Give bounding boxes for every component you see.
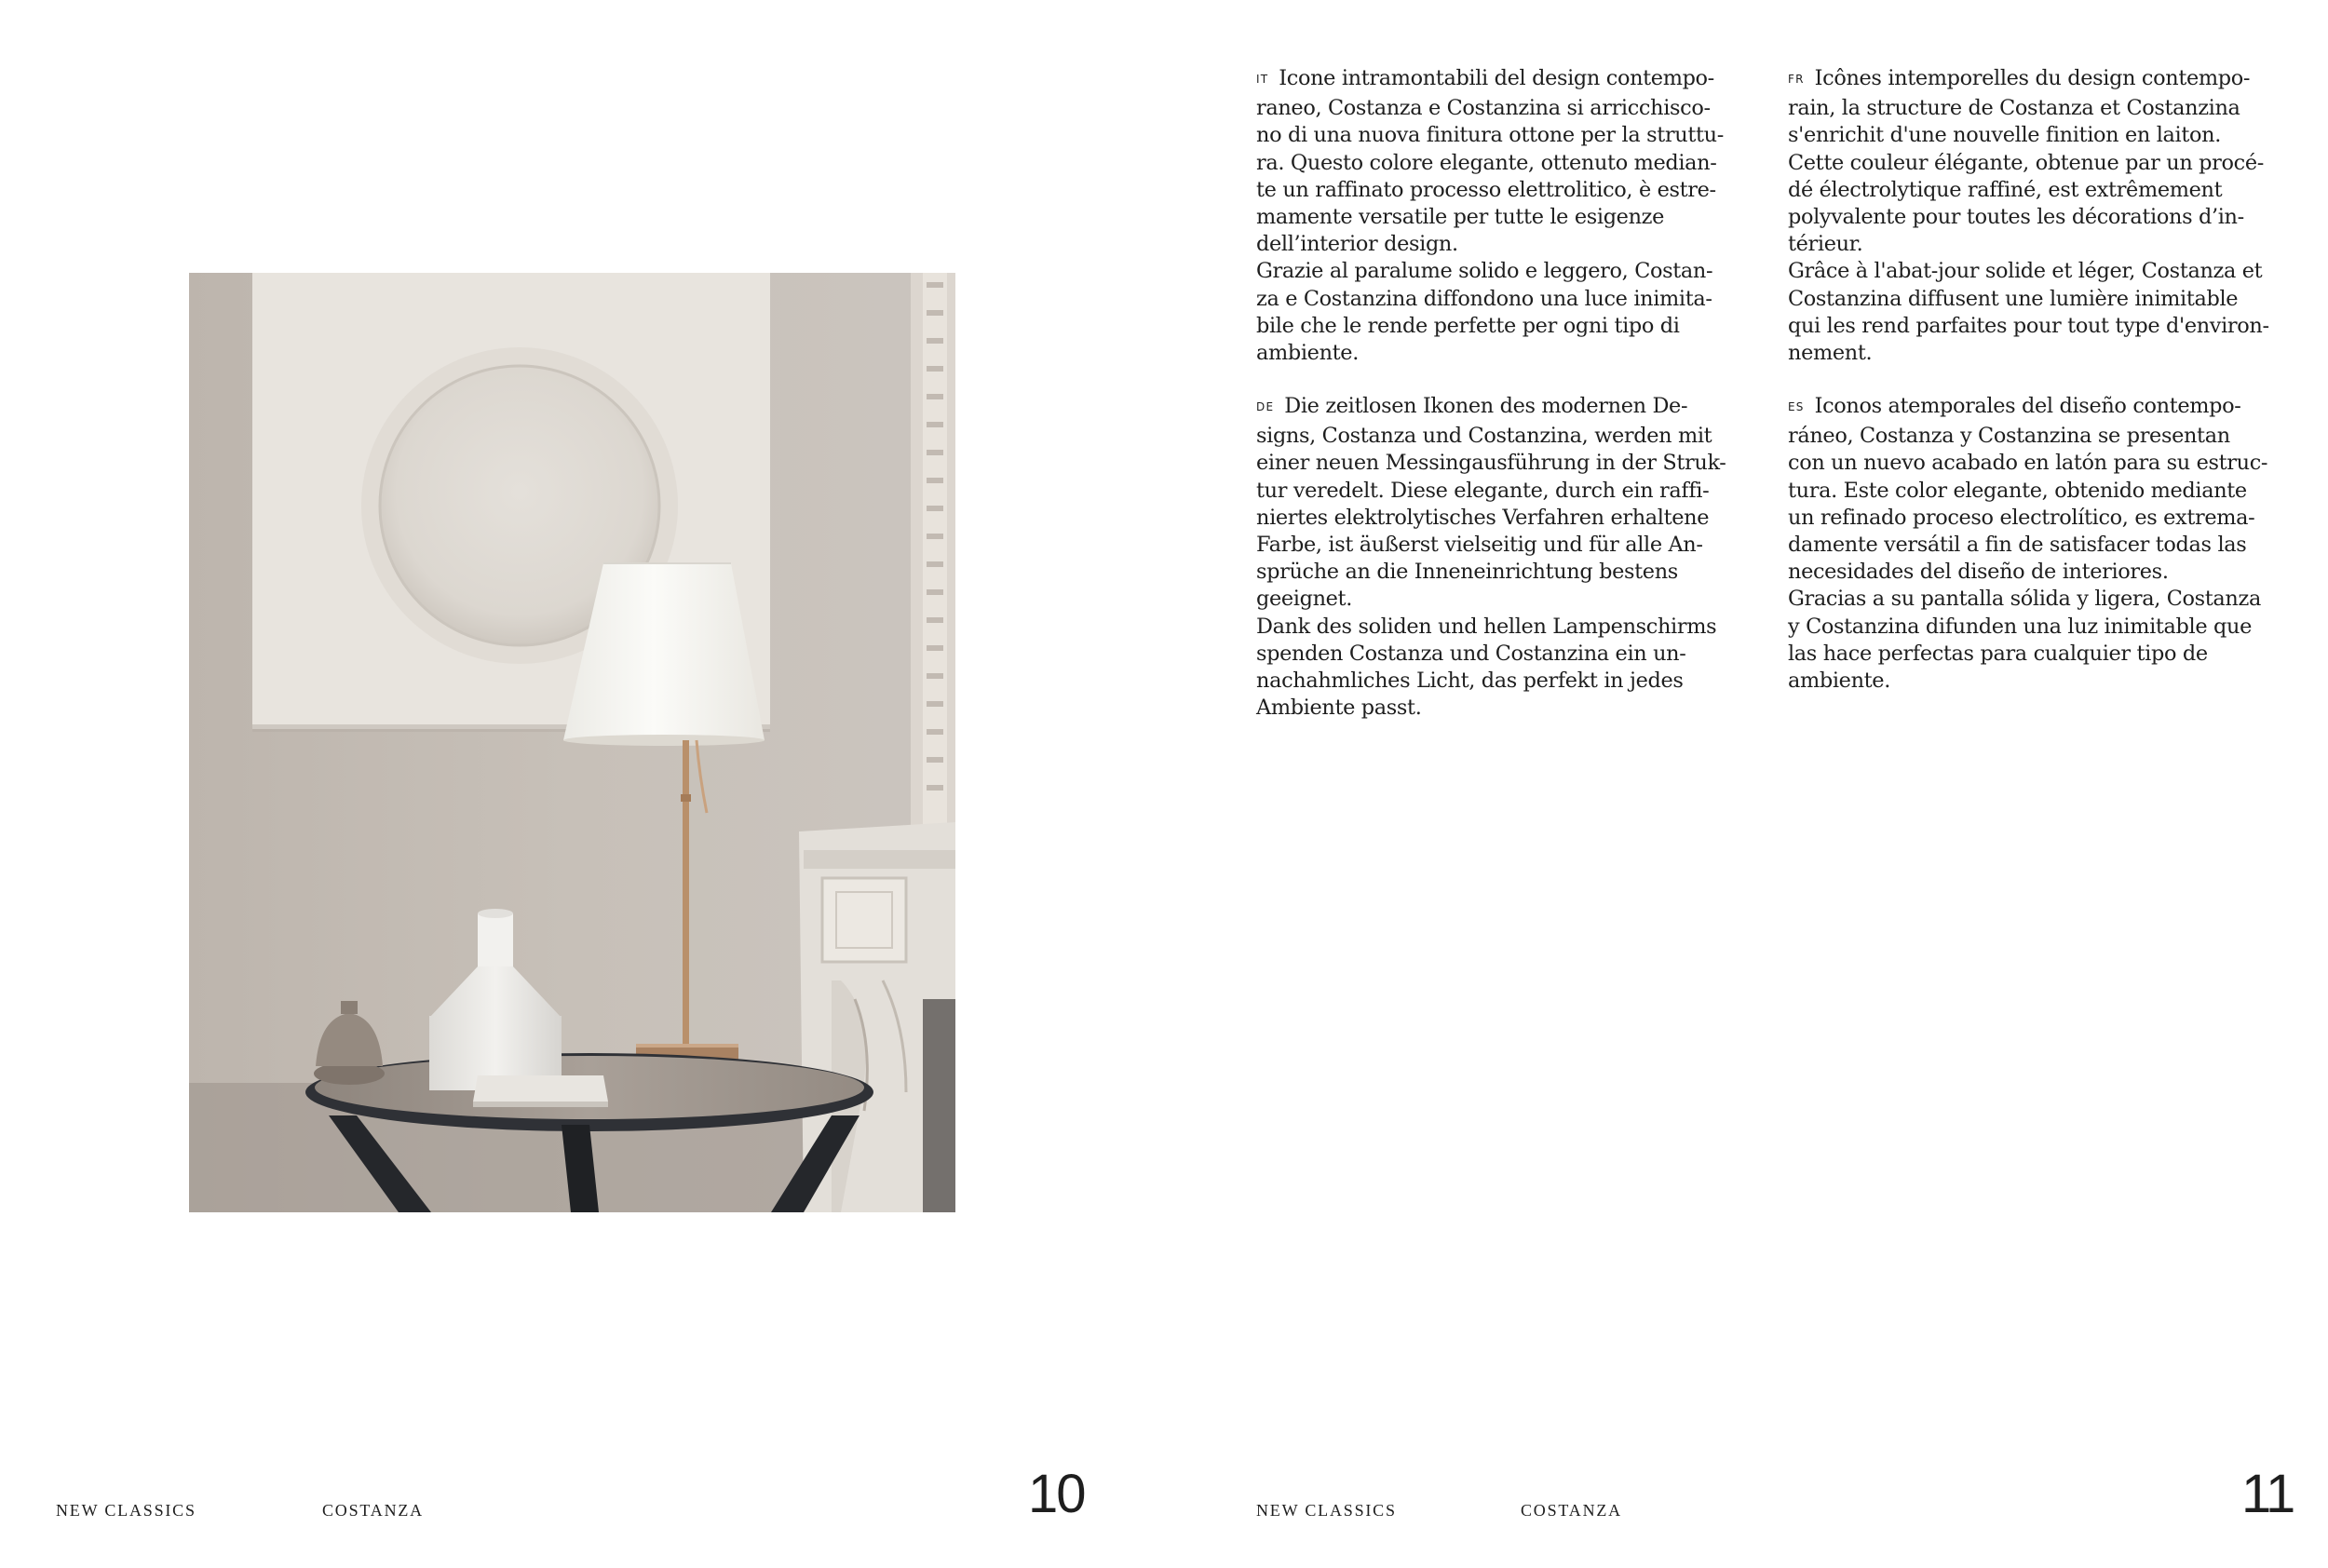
language-code-fr: FR (1788, 73, 1805, 86)
footer-left-product: COSTANZA (322, 1501, 424, 1520)
text-block-spanish (1788, 393, 2291, 695)
body-text-it: Icone intramontabili del design contempo- raneo, Costanza e Costanzina si arricchisco- no di una nuova finitura ottone per la struttu- ra. Questo colore elegante, ottenuto median- te un raffinato processo elettrolitico, è estre- mamente versatile per tutte le esigenze dell’interior design. Grazie al paralume solido e leggero, Costan- za e Costanzina diffondono una luce inimita- bile che le rende perfette per ogni tipo di ambiente. (1256, 66, 1724, 366)
language-code-it: IT (1256, 73, 1269, 86)
paragraph-french (1788, 65, 2291, 367)
text-block-french (1788, 65, 2291, 367)
body-text-es: Iconos atemporales del diseño contempo- ráneo, Costanza y Costanzina se presentan con un nuevo acabado en latón para su estruc- tura. Este color elegante, obtenido mediante un refinado proceso electrolítico, es extrema- damente versátil a fin de satisfacer todas las necesidades del diseño de interiores. Gracias a su pantalla sólida y ligera, Costanza y Costanzina difunden una luz inimitable que las hace perfectas para cualquier tipo de ambiente. (1788, 394, 2268, 694)
paragraph-italian (1256, 65, 1759, 367)
body-text-de: Die zeitlosen Ikonen des modernen De- signs, Costanza und Costanzina, werden mit einer neuen Messingausführung in der Struk- tur veredelt. Diese elegante, durch ein raffi- niertes elektrolytisches Verfahren erhaltene Farbe, ist äußerst vielseitig und für alle An- sprüche an die Inneneinrichtung bestens geeignet. Dank des soliden und hellen Lampenschirms spenden Costanza und Costanzina ein un- nachahmliches Licht, das perfekt in jedes Ambiente passt. (1256, 394, 1726, 721)
product-photo (189, 273, 955, 1212)
page-number-right: 11 (2241, 1464, 2294, 1524)
text-block-german (1256, 393, 1759, 722)
paragraph-spanish (1788, 393, 2291, 695)
footer-right-section: NEW CLASSICS (1256, 1501, 1397, 1520)
paragraph-german (1256, 393, 1759, 722)
footer-right-product: COSTANZA (1521, 1501, 1622, 1520)
lamp-scene-illustration (189, 273, 955, 1212)
language-code-de: DE (1256, 400, 1275, 413)
page-number-left: 10 (1028, 1464, 1085, 1524)
body-text-fr: Icônes intemporelles du design contempo- rain, la structure de Costanza et Costanzina s'enrichit d'une nouvelle finition en laiton. Cette couleur élégante, obtenue par un procé- dé électrolytique raffiné, est extrêmement polyvalente pour toutes les décorations d’in- térieur. Grâce à l'abat-jour solide et léger, Costanza et Costanzina diffusent une lumière inimitable qui les rend parfaites pour tout type d'environ- nement. (1788, 66, 2269, 366)
text-block-italian (1256, 65, 1759, 367)
language-code-es: ES (1788, 400, 1805, 413)
footer-left-section: NEW CLASSICS (56, 1501, 196, 1520)
